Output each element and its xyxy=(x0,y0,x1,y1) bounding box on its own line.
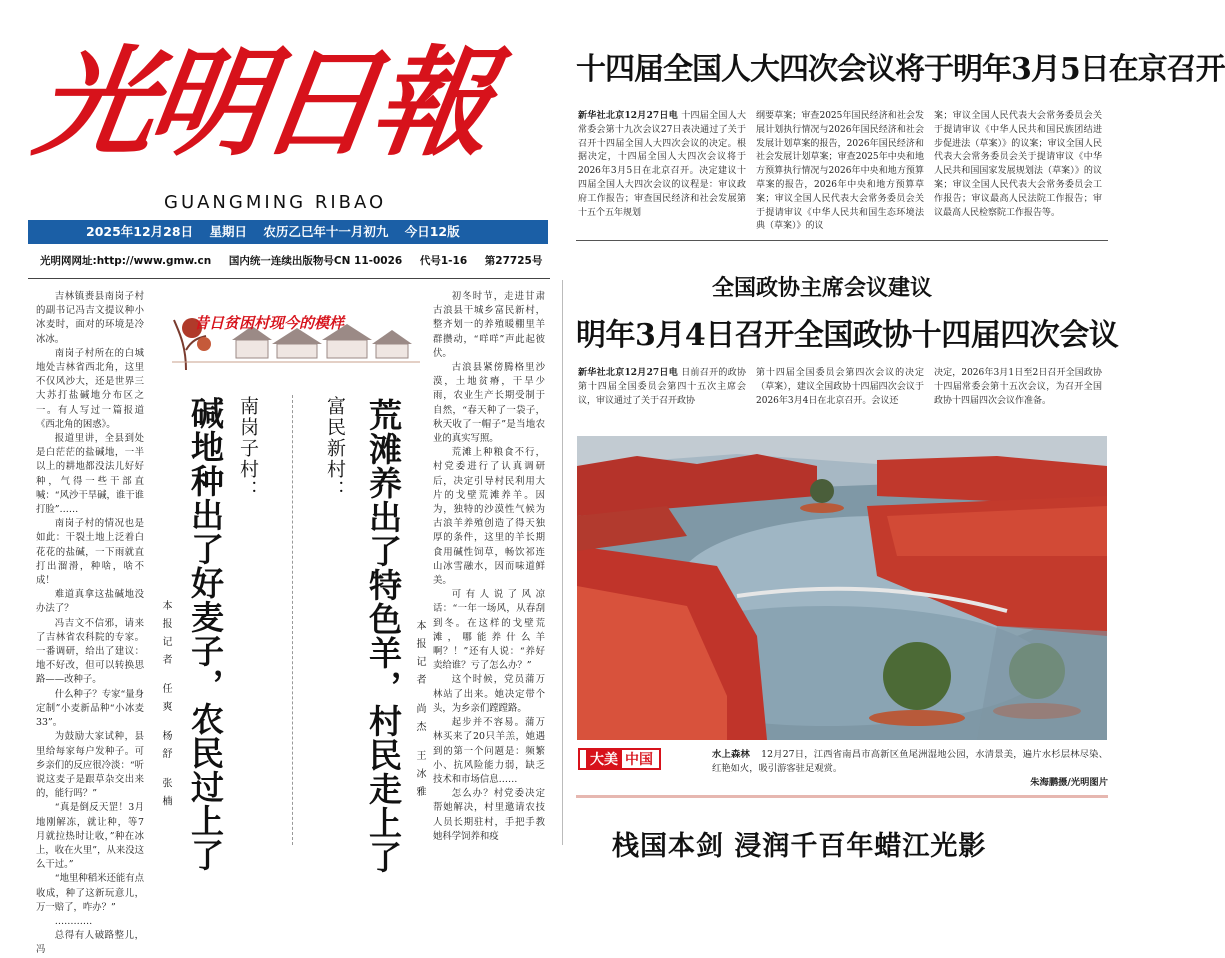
story2-dateline: 新华社北京12月27日电 xyxy=(578,368,679,378)
photo-caption xyxy=(712,748,1108,790)
paragraph: 初冬时节，走进甘肃古浪县干城乡富民新村，整齐划一的养殖暖棚里羊群攒动，“咩咩”声此起彼伏。 xyxy=(433,291,545,359)
paragraph: 吉林镇赉县南岗子村的副书记冯吉文提议种小冰麦时，面对的环境是冷冰冰。 xyxy=(36,291,144,345)
website-url[interactable]: 光明网网址:http://www.gmw.cn xyxy=(40,255,212,267)
story2-headline[interactable]: 明年3月4日召开全国政协十四届四次会议 xyxy=(576,318,1119,353)
paragraph: 怎么办？村党委决定帮她解决，村里邀请农技人员长期驻村，手把手教她科学饲养和疫 xyxy=(433,788,545,842)
newspaper-pinyin: GUANGMING RIBAO xyxy=(164,192,387,213)
feature-left-body xyxy=(36,290,144,956)
story2-col: 第十四届全国委员会第四次会议的决定（草案），建议全国政协十四届四次会议于2026年3月4日在北京召开。会议还 xyxy=(756,368,924,406)
issue-page-count: 今日12版 xyxy=(404,224,460,239)
story2-kicker: 全国政协主席会议建议 xyxy=(712,275,933,301)
paragraph: 起步并不容易。蒲万林买来了20只羊羔，她遇到的第一个问题是：频繁小、抗风险能力弱，缺乏技术和市场信息…… xyxy=(433,717,545,785)
issue-number: 第27725号 xyxy=(484,255,543,267)
paragraph: 南岗子村的情况也是如此：干裂土地上泛着白花花的盐碱，一下雨就直打出溜滑，种啥，啥不成！ xyxy=(36,518,144,587)
paragraph: 为鼓励大家试种，县里给每家每户发种子。可乡亲们的反应很冷淡：“听说这麦子是跟草杂交出来的，能行吗？” xyxy=(36,731,144,800)
paragraph: 难道真拿这盐碱地没办法了？ xyxy=(36,589,144,615)
paragraph: 南岗子村所在的白城地处吉林省西北角，这里不仅风沙大，还是世界三大苏打盐碱地分布区之一。有人写过一篇报道《西北角的困惑》。 xyxy=(36,347,144,430)
paragraph: “地里种稻米还能有点收成，种了这新玩意儿，万一赔了，咋办？” xyxy=(36,873,144,913)
paragraph: “真是倒反天罡！3月地刚解冻，就让种，等7月就拉热时让收，”种在冰上，收在火里”，从来没这么干过。” xyxy=(36,802,144,871)
paragraph: 报道里讲，全县到处是白茫茫的盐碱地，一半以上的耕地都没法儿好好种，气得一些干部直喊：“风沙干旱碱，谁干谁打脸”…… xyxy=(36,433,144,516)
feature-banner-title: 昔日贫困村现今的模样 xyxy=(194,314,345,332)
story1-dateline: 新华社北京12月27日电 xyxy=(578,111,679,121)
village-banner-illustration xyxy=(172,300,420,372)
section-tag-a: 大美 xyxy=(586,749,622,769)
feature-divider xyxy=(292,395,293,845)
feature-left-headline[interactable]: 碱地种出了好麦子，农民过上了 xyxy=(186,396,225,872)
paragraph: ………… xyxy=(54,915,93,927)
wetland-forest-photo[interactable] xyxy=(577,436,1107,740)
feature-banner xyxy=(172,300,420,372)
paragraph: 冯吉文不信邪，请来了吉林省农科院的专家。一番调研，给出了建议：地不好改，但可以转换思路——改种子。 xyxy=(36,617,144,686)
publication-info xyxy=(40,253,550,268)
cn-number: 国内统一连续出版物号CN 11-0026 xyxy=(228,255,403,267)
masthead xyxy=(28,22,550,212)
paragraph: 可有人说了风凉话：“一年一场风，从春刮到冬。在这样的戈壁荒滩，哪能养什么羊啊？！”还有人说：“养好卖给谁？亏了怎么办？” xyxy=(433,589,545,672)
paragraph: 古浪县紧傍腾格里沙漠，土地贫瘠，干旱少雨，农业生产长期受制于自然，“春天种了一袋子，秋天收了一帽子”是当地农业的真实写照。 xyxy=(433,362,545,445)
masthead-divider xyxy=(28,278,550,279)
feature-right-headline[interactable]: 荒滩养出了特色羊，村民走上了 xyxy=(364,398,403,874)
feature-left-subhead: 南岗子村： xyxy=(237,396,259,501)
dateline-bar xyxy=(28,220,548,244)
feature-right-subhead: 富民新村： xyxy=(324,396,346,501)
issue-lunar-date: 农历乙巳年十一月初九 xyxy=(263,224,389,239)
paragraph: 荒滩上种粮食不行，村党委进行了认真调研后，决定引导村民利用大片的戈壁荒滩养羊。因为，独特的沙漠性气候为古浪羊养殖创造了得天独厚的条件，这里的羊长期食用碱性饲草，畅饮祁连山冰雪融水，因而味道鲜美。 xyxy=(433,447,545,587)
photo-caption-title: 水上森林 xyxy=(712,749,750,760)
section-tag xyxy=(578,748,661,770)
paragraph: 什么种子？专家“量身定制”小麦新品种“小冰麦33”。 xyxy=(36,688,144,729)
postal-code: 代号1-16 xyxy=(419,255,468,267)
photo-credit: 朱海鹏摄/光明图片 xyxy=(1030,777,1108,788)
paragraph: 总得有人破路整儿，冯 xyxy=(36,930,144,956)
photo-illustration xyxy=(577,436,1107,740)
section-tag-b: 中国 xyxy=(625,752,653,768)
feature-right-byline: 本报记者 尚杰 王冰雅 xyxy=(414,620,425,805)
feature-left-byline: 本报记者 任爽 杨舒 张楠 xyxy=(160,600,171,814)
story1-body xyxy=(578,110,1102,232)
story1-col: 纲要草案；审查2025年国民经济和社会发展计划执行情况与2026年国民经济和社会发展计划草案的报告，2026年国民经济和社会发展计划草案；审查2025年中央和地方预算执行情况与2026年中央和地方预算草案的报告，2026年中央和地方预算草案；审议全国人民代表大会常务委员会关于提请审议《中华人民共和国生态环境法典（草案）》的议 xyxy=(756,111,924,232)
feature-right-body xyxy=(433,290,545,845)
issue-date: 2025年12月28日 xyxy=(86,224,194,239)
story2-col: 决定，2026年3月1日至2日召开全国政协十四届常委会第十五次会议，为召开全国政协十四届四次会议作准备。 xyxy=(934,368,1102,406)
story1-divider xyxy=(576,240,1108,241)
issue-weekday: 星期日 xyxy=(209,224,247,239)
paragraph: 这个时候，党员蒲万林站了出来。她决定带个头，为乡亲们蹚蹚路。 xyxy=(433,674,545,714)
story2-body xyxy=(578,367,1102,411)
story1-col: 新华社北京12月27日电 十四届全国人大常委会第十九次会议27日表决通过了关于召开十四届全国人大四次会议的决定。根据决定，十四届全国人大四次会议将于2026年3月5日在北京召开。决定建议十四届全国人大四次会议的议程是：审议政府工作报告；审查国民经济和社会发展第十五个五年规划 xyxy=(578,111,746,218)
story2-col: 新华社北京12月27日电 日前召开的政协第十四届全国委员会第四十五次主席会议，审议通过了关于召开政协 xyxy=(578,368,746,406)
newspaper-logo: 光明日報 xyxy=(27,33,496,172)
bottom-divider xyxy=(576,795,1108,798)
bottom-headline[interactable]: 栈国本剑 浸润千百年蜡江光影 xyxy=(612,831,987,862)
photo-caption-text: 12月27日，江西省南昌市高新区鱼尾洲湿地公园，水清景美，遍片水杉层林尽染、红艳如火，吸引游客驻足观赏。 xyxy=(712,749,1108,774)
column-divider xyxy=(562,280,563,845)
story1-col: 案；审议全国人民代表大会常务委员会关于提请审议《中华人民共和国民族团结进步促进法（草案）》的议案；审议全国人民代表大会常务委员会关于提请审议《中华人民共和国国家发展规划法（草案）》的议案；审议全国人民代表大会常务委员会工作报告；审议最高人民法院工作报告；审议最高人民检察院工作报告等。 xyxy=(934,111,1102,218)
story1-headline[interactable]: 十四届全国人大四次会议将于明年3月5日在京召开 xyxy=(576,52,1225,87)
